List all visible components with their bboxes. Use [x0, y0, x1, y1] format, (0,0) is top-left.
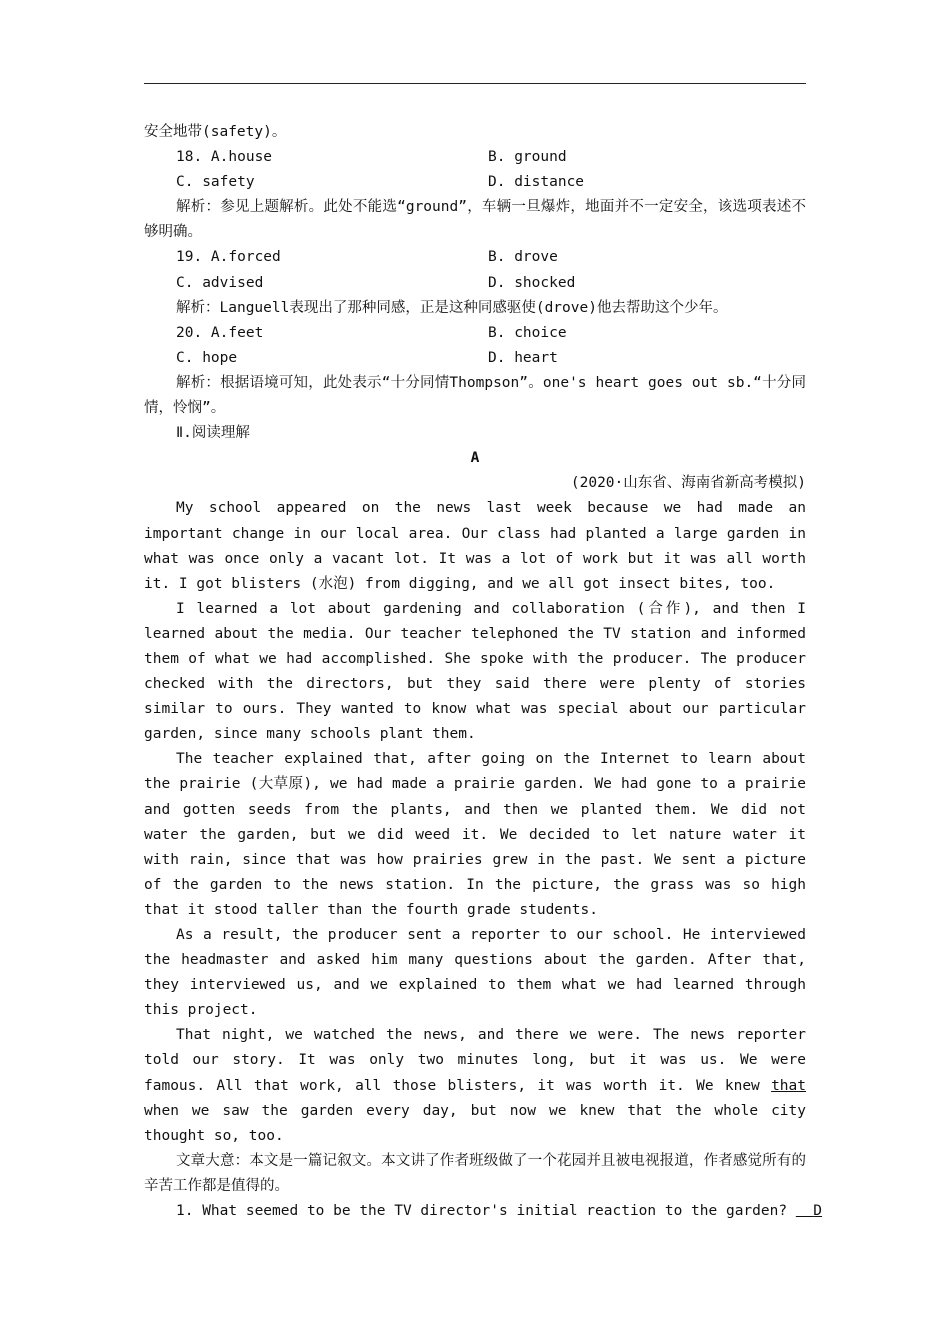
- passage-paragraph-3: The teacher explained that, after going on the Internet to learn about the prairie (大草原), we had made a prairie garden. We had gone to a prairie and gotten seeds from the plants, and then we planted them. We did not water the garden, but we did weed it. We decided to let nature water it with rain, since that was how prairies grew in the past. We sent a picture of the garden to the news station. In the picture, the grass was so high that it stood taller than the fourth grade students.: [144, 751, 806, 918]
- passage-paragraph-1: My school appeared on the news last week because we had made an important change in our local area. Our class had planted a large garden in what was once only a vacant lot. It was a lot of work but it was all worth it. I got blisters (水泡) from digging, and we all got insect bites, too.: [144, 500, 806, 592]
- header-rule: [144, 83, 806, 84]
- question-1-answer: [796, 1199, 822, 1224]
- q19-option-d: D. shocked: [488, 274, 576, 291]
- q18-explanation: 解析：参见上题解析。此处不能选“ground”，车辆一旦爆炸，地面并不一定安全，该选项表述不够明确。: [144, 199, 806, 241]
- q19-option-c: C. advised: [176, 274, 264, 291]
- q18-option-c: C. safety: [176, 174, 255, 191]
- q20-option-b: B. choice: [488, 324, 567, 341]
- q18-option-b: B. ground: [488, 149, 567, 166]
- passage-paragraph-2: I learned a lot about gardening and collaboration (合作), and then I learned about the media. Our teacher telephoned the TV station and informed them of what we had accomplished. She spoke with the producer. The producer checked with the directors, but they said there were plenty of stories similar to ours. They wanted to know what was special about our particular garden, since many schools plant them.: [144, 600, 806, 743]
- question-19-options-row1: [144, 245, 806, 270]
- passage-label: A: [470, 450, 480, 467]
- question-18-options-row2: [144, 170, 806, 195]
- continued-text: 安全地带(safety)。: [144, 124, 287, 140]
- q19-option-b: B. drove: [488, 249, 558, 266]
- passage-summary: 文章大意：本文是一篇记叙文。本文讲了作者班级做了一个花园并且被电视报道，作者感觉所有的辛苦工作都是值得的。: [144, 1152, 806, 1194]
- q20-explanation: 解析：根据语境可知，此处表示“十分同情Thompson”。one's heart goes out sb.“十分同情，怜悯”。: [144, 374, 806, 417]
- passage-paragraph-4: As a result, the producer sent a reporter to our school. He interviewed the headmaster and asked him many questions about the garden. After that, they interviewed us, and we explained to them what we had learned through this project.: [144, 927, 806, 1019]
- q19-explanation: 解析：Languell表现出了那种同感，正是这种同感驱使(drove)他去帮助这个少年。: [176, 299, 728, 316]
- q18-option-d: D. distance: [488, 174, 585, 191]
- p5-text-after: when we saw the garden every day, but now we knew that the whole city thought so, too.: [144, 1102, 806, 1144]
- question-1-answer-value: D: [813, 1203, 823, 1220]
- passage-source: (2020·山东省、海南省新高考模拟): [570, 475, 806, 492]
- question-19-options-row2: [144, 271, 806, 296]
- q20-option-d: D. heart: [488, 349, 558, 366]
- q20-option-c: C. hope: [176, 349, 238, 366]
- passage-paragraph-5: [144, 1023, 806, 1148]
- p5-underlined-word: that: [771, 1077, 806, 1094]
- section-heading: Ⅱ.阅读理解: [176, 425, 250, 442]
- document-body: [144, 120, 823, 1224]
- p5-text-before: That night, we watched the news, and there we were. The news reporter told our story. It was only two minutes long, but it was us. We were famous. All that work, all those blisters, it was worth it. We knew: [144, 1027, 806, 1094]
- q18-option-a: 18. A.house: [176, 149, 273, 166]
- q20-option-a: 20. A.feet: [176, 324, 264, 341]
- question-1: [144, 1199, 823, 1224]
- question-20-options-row1: [144, 321, 806, 346]
- q19-option-a: 19. A.forced: [176, 249, 281, 266]
- question-18-options-row1: [144, 145, 806, 170]
- question-20-options-row2: [144, 346, 806, 371]
- question-1-text: 1. What seemed to be the TV director's initial reaction to the garden?: [176, 1203, 788, 1220]
